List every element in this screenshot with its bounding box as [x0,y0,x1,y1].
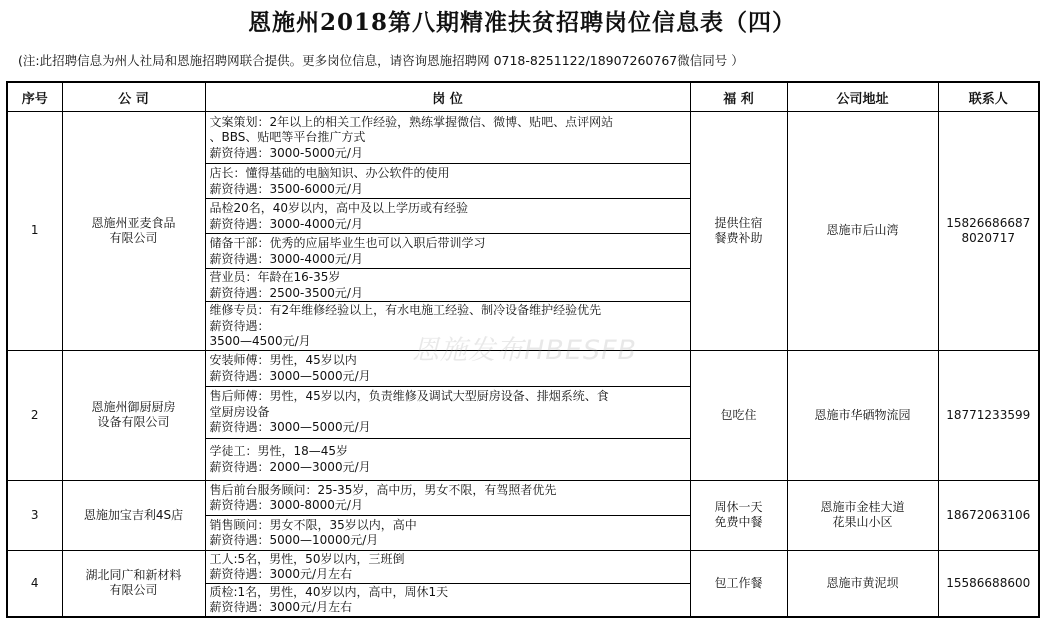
cell-text: 恩施市后山湾 [826,223,899,238]
job-line: 薪资待遇：5000—10000元/月 [209,533,379,547]
cell-welfare [690,480,787,550]
cell-contact [938,350,1039,480]
cell-text: 18672063106 [946,507,1031,522]
cell-text: 恩施市金桂大道 [820,500,905,514]
cell-text: 包工作餐 [714,575,763,590]
cell-text: 免费中餐 [714,515,763,529]
cell-contact [938,112,1039,351]
cell-position [205,583,690,617]
header-company: 公 司 [62,82,205,112]
cell-contact [938,480,1039,550]
header-contact: 联系人 [938,82,1039,112]
header-address: 公司地址 [787,82,938,112]
cell-text: 18771233599 [946,407,1031,422]
job-line: 售后师傅：男性，45岁以内，负责维修及调试大型厨房设备、排烟系统、食 [209,389,609,404]
job-line: 品检20名，40岁以内，高中及以上学历或有经验 [209,201,469,215]
cell-index: 3 [7,480,62,550]
job-line: 工人:5名，男性，50岁以内，三班倒 [209,551,405,566]
job-line: 薪资待遇：3000—5000元/月 [209,368,371,383]
job-line: 学徒工：男性，18—45岁 [209,444,349,458]
cell-position [205,480,690,515]
job-line: 薪资待遇：3000-5000元/月 [209,145,363,160]
header-position: 岗 位 [205,82,690,112]
cell-text: 15826686687 [946,215,1031,230]
cell-text: 15586688600 [946,575,1031,590]
cell-index: 2 [7,350,62,480]
cell-address [787,112,938,351]
cell-position [205,515,690,550]
cell-contact [938,550,1039,617]
job-line: 薪资待遇：3000-4000元/月 [209,216,363,231]
cell-text: 恩施加宝吉利4S店 [83,507,184,522]
cell-text: 设备有限公司 [97,415,170,429]
job-line: 薪资待遇：3000元/月左右 [209,600,353,615]
job-line: 文案策划：2年以上的相关工作经验，熟练掌握微信、微博、贴吧、点评网站 [209,114,614,129]
cell-company [62,350,205,480]
job-line: 薪资待遇：3000-8000元/月 [209,498,363,512]
cell-text: 花果山小区 [832,515,893,529]
source-note: (注:此招聘信息为州人社局和恩施招聘网联合提供。更多岗位信息，请咨询恩施招聘网 0718-8251122/18907260767微信同号 ） [18,53,744,68]
cell-position [205,234,690,269]
cell-address [787,480,938,550]
cell-address [787,350,938,480]
job-line: 薪资待遇：2500-3500元/月 [209,285,363,300]
cell-text: 周休一天 [714,500,763,514]
cell-text: 恩施市黄泥坝 [826,575,899,590]
table-row [7,112,1039,164]
cell-text: 包吃住 [720,407,757,422]
cell-company [62,480,205,550]
header-row [7,82,1039,112]
cell-company [62,112,205,351]
job-line: 3500—4500元/月 [209,334,311,348]
job-line: 售后前台服务顾问：25-35岁，高中历，男女不限，有驾照者优先 [209,482,557,497]
cell-company [62,550,205,617]
job-line: 储备干部：优秀的应届毕业生也可以入职后带训学习 [209,236,486,250]
cell-index: 1 [7,112,62,351]
job-line: 营业员：年龄在16-35岁 [209,270,341,284]
cell-text: 湖北同广和新材料 [85,568,182,583]
cell-welfare [690,350,787,480]
job-line: 薪资待遇：3000-4000元/月 [209,251,363,266]
job-line: 薪资待遇： [209,318,270,333]
job-line: 质检:1名，男性，40岁以内，高中，周休1天 [209,584,449,599]
job-line: 薪资待遇：3000—5000元/月 [209,420,371,435]
job-line: 销售顾问：男女不限，35岁以内，高中 [209,517,417,532]
table-row [7,550,1039,583]
job-line: 店长：懂得基础的电脑知识、办公软件的使用 [209,166,450,180]
cell-index: 4 [7,550,62,617]
watermark: 恩施发布HBESFB [412,335,638,366]
table-row [7,480,1039,515]
job-line: 堂厨房设备 [209,404,270,419]
cell-welfare [690,550,787,617]
cell-address [787,550,938,617]
cell-position [205,164,690,199]
cell-text: 有限公司 [109,230,158,245]
cell-position [205,386,690,438]
cell-text: 恩施州亚麦食品 [91,215,176,230]
cell-text: 提供住宿 [714,215,763,230]
cell-text: 8020717 [961,230,1015,245]
cell-text: 恩施市华硒物流园 [814,407,911,422]
job-line: 、BBS、贴吧等平台推广方式 [209,130,366,145]
job-line: 薪资待遇：3000元/月左右 [209,567,353,581]
cell-position [205,199,690,234]
cell-text: 恩施州御厨厨房 [91,400,176,414]
cell-text: 餐费补助 [714,230,763,245]
header-index: 序号 [7,82,62,112]
header-welfare: 福 利 [690,82,787,112]
cell-text: 有限公司 [109,583,158,598]
cell-position [205,438,690,480]
cell-welfare [690,112,787,351]
job-line: 维修专员：有2年维修经验以上，有水电施工经验、制冷设备维护经验优先 [209,303,602,317]
page-title: 恩施州2018第八期精准扶贫招聘岗位信息表（四） [247,9,796,36]
job-line: 安装师傅：男性，45岁以内 [209,353,357,367]
cell-position [205,550,690,583]
cell-position [205,269,690,302]
cell-position [205,112,690,164]
job-line: 薪资待遇：3500-6000元/月 [209,181,363,196]
job-line: 薪资待遇：2000—3000元/月 [209,459,371,474]
